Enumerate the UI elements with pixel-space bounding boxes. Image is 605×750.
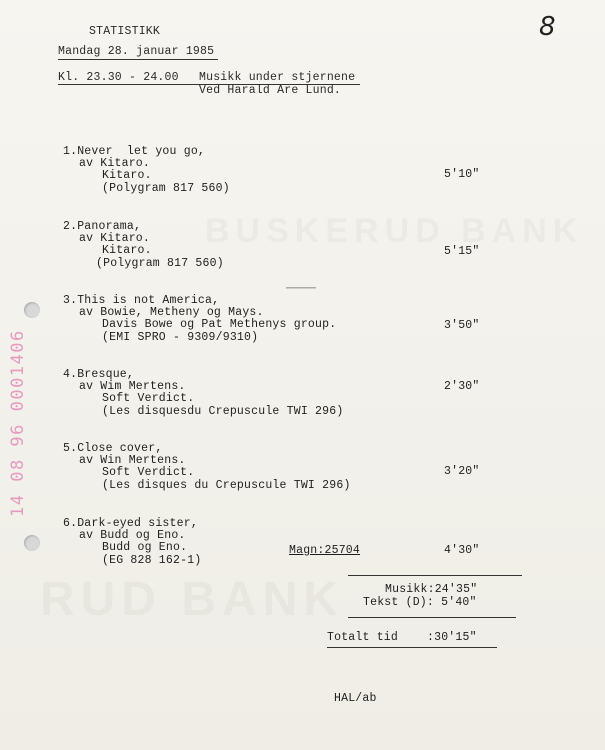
- watermark-top: [205, 212, 583, 251]
- time-slot: Kl. 23.30 - 24.00: [58, 71, 179, 84]
- track-title: 5.Close cover,: [63, 442, 163, 455]
- track-album: Soft Verdict.: [102, 392, 195, 405]
- speech-total: Tekst (D): 5'40": [363, 596, 477, 609]
- track-artist: av Bowie, Metheny og Mays.: [79, 306, 264, 319]
- track-duration: 3'20": [444, 465, 480, 478]
- track-label: (EG 828 162-1): [102, 554, 202, 567]
- date-underline: [58, 59, 218, 60]
- track-title: 3.This is not America,: [63, 294, 220, 307]
- track-artist: av Kitaro.: [79, 232, 151, 245]
- track-title: 4.Bresque,: [63, 368, 135, 381]
- track-duration: 2'30": [444, 380, 480, 393]
- date-stamp: [8, 322, 38, 522]
- totals-rule-mid: [348, 617, 516, 618]
- track-duration: 4'30": [444, 544, 480, 557]
- track-label: (Polygram 817 560): [102, 182, 230, 195]
- track-album: Budd og Eno.: [102, 541, 188, 554]
- track-album: Soft Verdict.: [102, 466, 195, 479]
- doc-title: STATISTIKK: [89, 25, 161, 38]
- track-artist: av Wim Mertens.: [79, 380, 186, 393]
- ink-speck: [286, 286, 330, 290]
- track-title: 1.Never let you go,: [63, 145, 206, 158]
- track-title: 6.Dark-eyed sister,: [63, 517, 198, 530]
- totals-rule-top: [348, 575, 522, 576]
- track-duration: 5'10": [444, 168, 480, 181]
- track-album: Kitaro.: [102, 244, 152, 257]
- total-time-value: :30'15": [427, 631, 477, 644]
- track-artist: av Kitaro.: [79, 157, 151, 170]
- program-host: Ved Harald Are Lund.: [199, 84, 342, 97]
- track-duration: 5'15": [444, 245, 480, 258]
- track-artist: av Budd og Eno.: [79, 529, 186, 542]
- total-underline: [327, 647, 497, 648]
- track-duration: 3'50": [444, 319, 480, 332]
- track-label: (Les disquesdu Crepuscule TWI 296): [102, 405, 344, 418]
- track-album: Kitaro.: [102, 169, 152, 182]
- signature-initials: HAL/ab: [334, 692, 377, 705]
- track-label: (Les disques du Crepuscule TWI 296): [102, 479, 351, 492]
- music-total: Musikk:24'35": [385, 583, 478, 596]
- track-title: 2.Panorama,: [63, 220, 142, 233]
- total-time-label: Totalt tid: [327, 631, 399, 644]
- track-album: Davis Bowe og Pat Methenys group.: [102, 318, 337, 331]
- magn-number: Magn:25704: [289, 544, 361, 557]
- punch-hole-bottom: [24, 535, 40, 551]
- program-name: Musikk under stjernene: [199, 71, 356, 84]
- track-artist: av Win Mertens.: [79, 454, 186, 467]
- track-label: (EMI SPRO - 9309/9310): [102, 331, 259, 344]
- broadcast-date: Mandag 28. januar 1985: [58, 45, 215, 58]
- page-number: 8: [539, 12, 556, 42]
- track-label: (Polygram 817 560): [96, 257, 224, 270]
- date-stamp-text: 14 08 96 0001406: [8, 329, 28, 517]
- watermark-bottom: [40, 572, 344, 627]
- punch-hole-top: [24, 302, 40, 318]
